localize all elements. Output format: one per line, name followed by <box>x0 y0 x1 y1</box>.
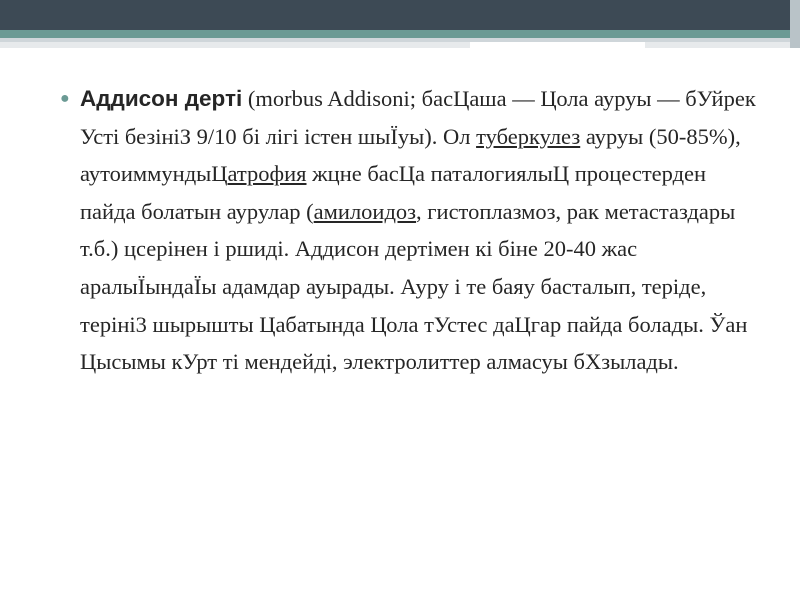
link-tuberculosis[interactable]: туберкулез <box>476 123 581 149</box>
text-segment-3: жцне басЦа паталогиялыЦ процестерден пайда болатын аурулар ( <box>80 161 707 224</box>
link-atrophy[interactable]: атрофия <box>227 161 307 187</box>
header-bar <box>0 0 800 30</box>
slide-content <box>60 80 760 381</box>
text-segment-1: (morbus Addisoni; басЦаша — Цола ауруы — бУйрек Усті безініЗ 9/10 бі лігі істен шыЇуы). Ол <box>80 86 756 149</box>
body-paragraph <box>80 80 760 381</box>
bullet-icon: ● <box>60 90 70 107</box>
header-corner <box>790 0 800 48</box>
term-heading: Аддисон дерті <box>80 86 243 111</box>
text-segment-4: , гистоплазмоз, рак метастаздары т.б.) цсерінен і ршиді. Аддисон дертімен кі біне 20-40 жас аралыЇындаЇы адамдар ауырады. Ауру і те баяу басталып, теріде, теріні3 шырышты Цабатында Цола тУстес даЦгар пайда болады. Ўан Цысымы кУрт ті мендейді, электролиттер алмасуы бХзылады. <box>80 198 748 375</box>
header-accent-stripe <box>0 30 800 38</box>
header-shadow-right <box>645 42 800 48</box>
link-amyloidosis[interactable]: амилоидоз <box>313 198 417 224</box>
header-shadow-left <box>0 42 470 48</box>
text-segment-2: ауруы (50-85%), аутоиммундыЦ <box>80 123 741 187</box>
